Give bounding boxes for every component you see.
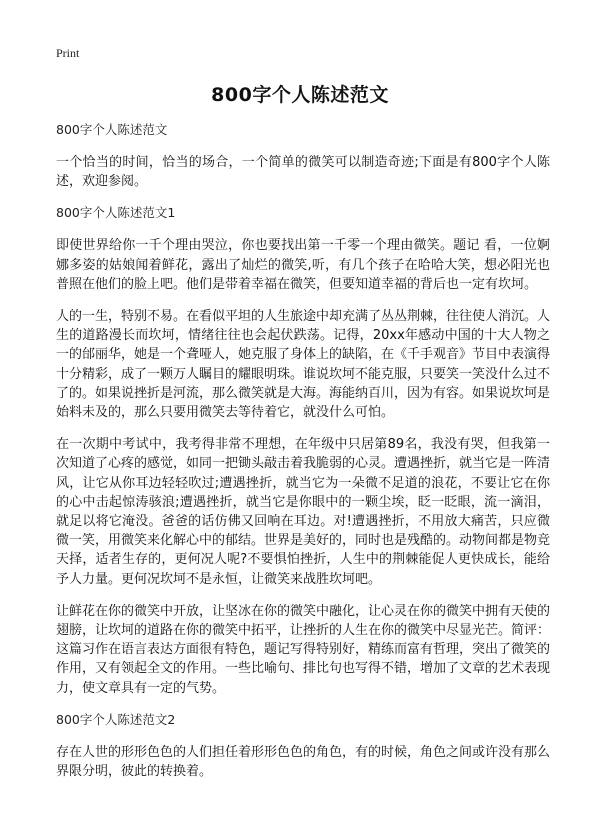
section-subheading: 800字个人陈述范文1 [56,205,176,221]
paragraph: 人的一生，特别不易。在看似平坦的人生旅途中却充满了丛丛荆棘，往往使人消沉。人生的道路漫长而坎坷，情绪往往也会起伏跌荡。记得，20xx年感动中国的十大人物之一的邰丽华，她是一个聋哑人，她克服了身体上的缺陷，在《千手观音》节目中表演得十分精彩，成了一颗万人瞩目的耀眼明珠。谁说坎坷不能克服，只要笑一笑没什么过不了的。如果说挫折是河流，那么微笑就是大海。海能纳百川，因为有容。如果说坎坷是始料未及的，那么只要用微笑去等待着它，就没什么可怕。 [56,309,551,421]
document-title: 800字个人陈述范文 [211,84,389,106]
paragraph: 一个恰当的时间，恰当的场合，一个简单的微笑可以制造奇迹;下面是有800字个人陈述，欢迎参阅。 [56,155,550,190]
paragraph: 让鲜花在你的微笑中开放，让坚冰在你的微笑中融化，让心灵在你的微笑中拥有天使的翅膀，让坎坷的道路在你的微笑中拓平，让挫折的人生在你的微笑中尽显光芒。简评：这篇习作在语言表达方面很有特色，题记写得特别好，精练而富有哲理，突出了微笑的作用，又有领起全文的作用。一些比喻句、排比句也写得不错，增加了文章的艺术表现力，使文章具有一定的气势。 [56,603,551,696]
paragraph: 存在人世的形形色色的人们担任着形形色色的角色，有的时候，角色之间或许没有那么界限分明，彼此的转换着。 [56,744,551,780]
paragraph: 在一次期中考试中，我考得非常不理想，在年级中只居第89名，我没有哭，但我第一次知道了心疼的感觉，如同一把锄头敲击着我脆弱的心灵。遭遇挫折，就当它是一阵清风，让它从你耳边轻轻吹过;遭遇挫折，就当它为一朵微不足道的浪花，不要让它在你的心中击起惊涛骇浪;遭遇挫折，就当它是你眼中的一颗尘埃，眨一眨眼，流一滴泪，就足以将它淹没。爸爸的话仿佛又回响在耳边。对!遭遇挫折，不用放大痛苦，只应微微一笑，用微笑来化解心中的郁结。世界是美好的，同时也是残酷的。动物间都是物竞天择，适者生存的，更何况人呢?不要惧怕挫折，人生中的荆棘能促人更快成长，能给予人力量。更何况坎坷不是永恒，让微笑来战胜坎坷吧。 [56,437,551,587]
section-subheading: 800字个人陈述范文 [56,122,168,137]
document-body [56,121,550,794]
paragraph: 即使世界给你一千个理由哭泣，你也要找出第一千零一个理由微笑。题记 看，一位婀娜多姿的姑娘闻着鲜花，露出了灿烂的微笑,听，有几个孩子在哈哈大笑，想必阳光也普照在他们的脸上吧。他们是带着幸福在微笑，但要知道幸福的背后也一定有坎坷。 [56,238,550,292]
section-subheading: 800字个人陈述范文2 [56,711,176,727]
print-link[interactable]: Print [56,46,80,60]
